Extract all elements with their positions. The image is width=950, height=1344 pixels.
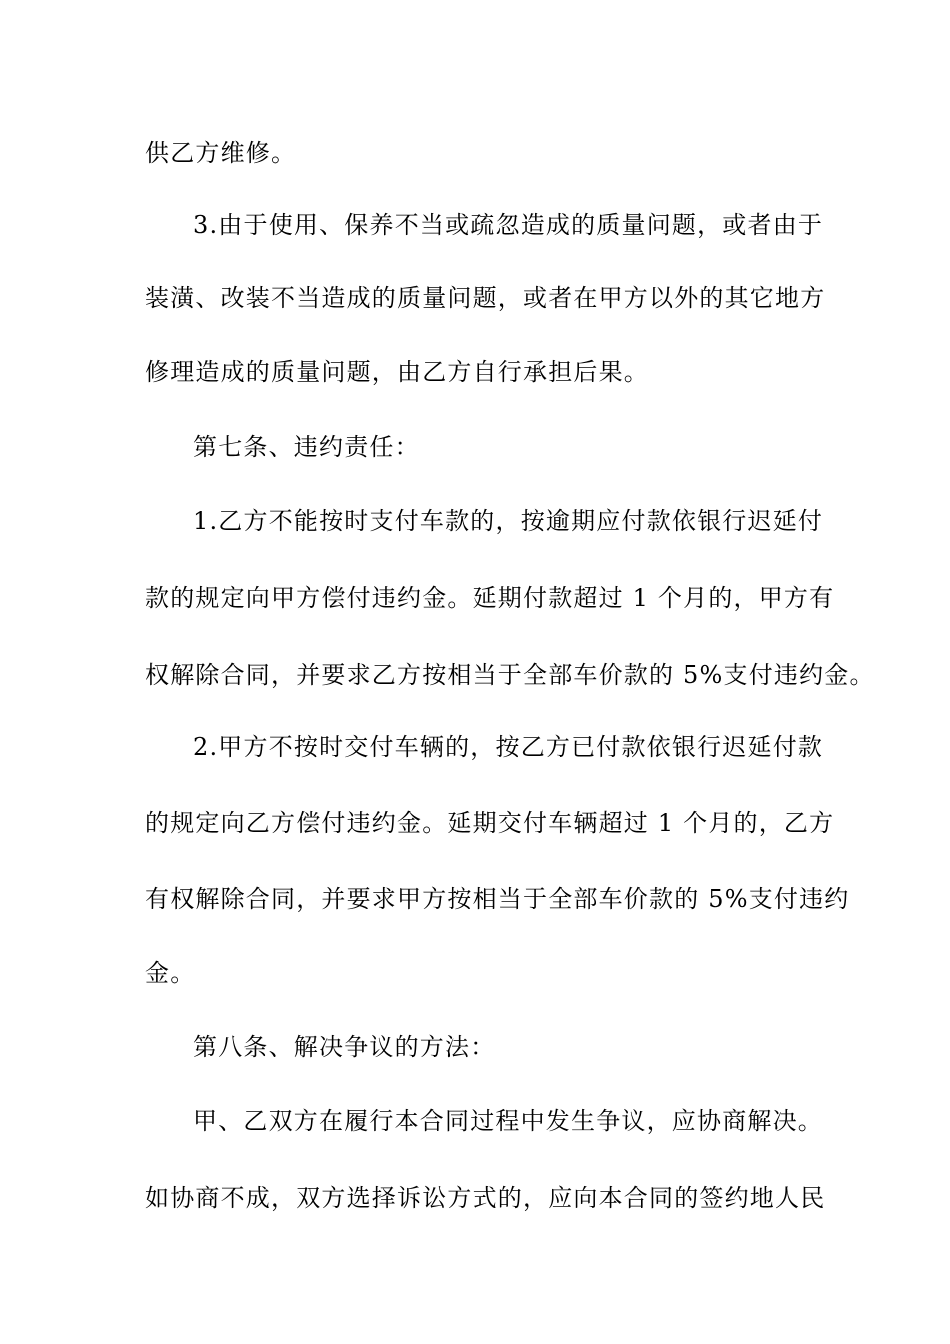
text-line: 甲、乙双方在履行本合同过程中发生争议，应协商解决。 (193, 1107, 823, 1135)
section-heading: 第七条、违约责任： (193, 433, 420, 461)
text-line: 1.乙方不能按时支付车款的，按逾期应付款依银行迟延付 (193, 507, 824, 535)
text-line: 供乙方维修。 (145, 139, 297, 167)
text-line: 权解除合同，并要求乙方按相当于全部车价款的 5%支付违约金。 (145, 661, 875, 689)
text-line: 如协商不成，双方选择诉讼方式的，应向本合同的签约地人民 (145, 1184, 826, 1212)
text-line: 修理造成的质量问题，由乙方自行承担后果。 (145, 358, 649, 386)
text-line: 2.甲方不按时交付车辆的，按乙方已付款依银行迟延付款 (193, 733, 824, 761)
text-line: 金。 (145, 959, 196, 987)
text-line: 款的规定向甲方偿付违约金。延期付款超过 1 个月的，甲方有 (145, 584, 835, 612)
text-line: 装潢、改装不当造成的质量问题，或者在甲方以外的其它地方 (145, 284, 826, 312)
text-line: 有权解除合同，并要求甲方按相当于全部车价款的 5%支付违约 (145, 885, 850, 913)
section-heading: 第八条、解决争议的方法： (193, 1033, 496, 1061)
text-line: 的规定向乙方偿付违约金。延期交付车辆超过 1 个月的，乙方 (145, 809, 835, 837)
text-line: 3.由于使用、保养不当或疏忽造成的质量问题，或者由于 (193, 211, 824, 239)
